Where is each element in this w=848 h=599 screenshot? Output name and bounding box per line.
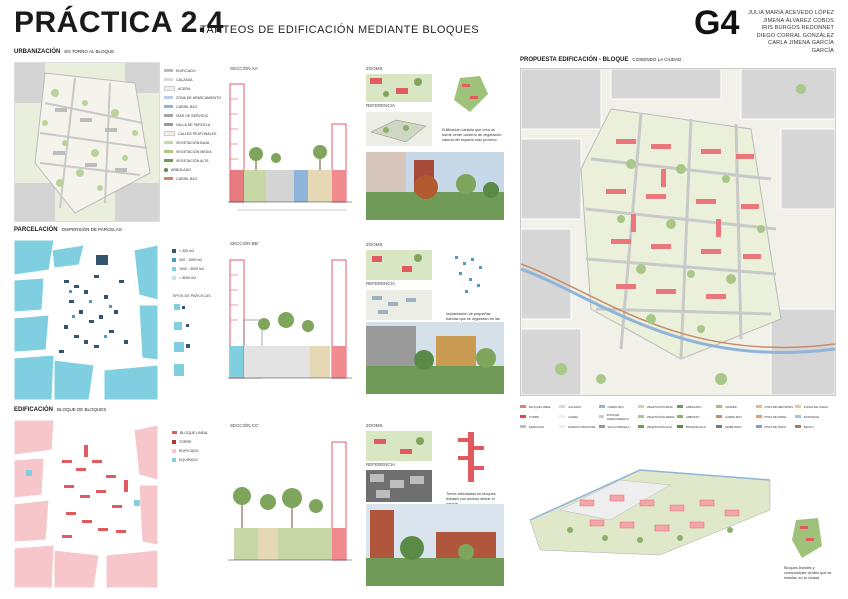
urbanizacion-map-svg <box>15 63 159 221</box>
photo-a <box>366 152 504 220</box>
parcelacion-map-svg <box>14 240 158 400</box>
legend-label: VEGETACIÓN BAJA <box>646 404 673 409</box>
note-c: Torres articuladas en bloques lineales con acceso desde el <box>446 492 496 501</box>
legend-swatch <box>795 405 801 408</box>
legend-item <box>520 412 559 421</box>
legend-item <box>716 412 755 421</box>
section-b-label: SECCIÓN BB' <box>230 241 259 246</box>
diagram-c <box>448 428 498 488</box>
legend-label: PISTA DE TENIS <box>764 424 786 429</box>
legend-item: < 300 m2 <box>172 246 222 255</box>
urbanizacion-heading: URBANIZACIÓN EN TORNO AL BLOQUE <box>14 49 115 55</box>
reference-c <box>366 470 432 502</box>
legend-swatch <box>520 405 526 408</box>
legend-swatch <box>677 425 683 428</box>
legend-item: 1000 - 3000 m2 <box>172 264 222 273</box>
zooms-label: ZOOMS <box>366 66 383 71</box>
legend-item <box>756 422 795 431</box>
legend-swatch <box>559 425 565 428</box>
author: JIMENA ÁLVAREZ COBOS <box>762 17 834 24</box>
legend-item: 300 - 1000 m2 <box>172 255 222 264</box>
section-c-drawing <box>228 432 354 572</box>
legend-label: VALLA PARCELA <box>607 424 630 429</box>
legend-label: BOSQUECILLO <box>686 424 707 429</box>
legend-item <box>638 402 677 411</box>
legend-swatch <box>520 415 526 418</box>
legend-item <box>795 402 834 411</box>
parcelacion-map <box>14 240 158 400</box>
urbanizacion-map <box>14 62 160 222</box>
diagram-b <box>445 250 500 306</box>
legend-item: > 3000 m2 <box>172 273 222 282</box>
legend-item: CALLES PEATONALES <box>164 129 224 138</box>
legend-item <box>677 412 716 421</box>
page-subtitle: TANTEOS DE EDIFICACIÓN MEDIANTE BLOQUES <box>200 24 480 36</box>
edificacion-map-svg <box>14 420 158 588</box>
propuesta-heading: PROPUESTA EDIFICACIÓN - BLOQUE COSIENDO LA CIUDAD <box>520 57 682 63</box>
section-a-drawing <box>228 74 354 214</box>
referencia-label: REFERENCIA <box>366 281 396 286</box>
legend-item <box>638 412 677 421</box>
legend-swatch <box>756 425 762 428</box>
legend-label: ACERA <box>568 414 578 419</box>
legend-swatch <box>599 415 604 418</box>
reference-a <box>366 112 432 146</box>
legend-label: VEGETACIÓN ALTA <box>646 424 673 429</box>
legend-swatch <box>599 425 605 428</box>
group-label: G4 <box>694 4 740 42</box>
photo-b <box>366 322 504 394</box>
legend-item: VALLA DE PARCELA <box>164 120 224 129</box>
legend-item <box>520 402 559 411</box>
legend-label: CARRIL BICI <box>607 404 624 409</box>
legend-item: VEGETACIÓN MEDIA <box>164 147 224 156</box>
authors-list <box>748 10 834 55</box>
propuesta-legend <box>520 402 834 431</box>
legend-item: CARRIL BICI <box>164 102 224 111</box>
key-plan <box>790 516 824 560</box>
legend-item: VEGETACIÓN ALTA <box>164 156 224 165</box>
propuesta-map-svg <box>521 69 835 395</box>
legend-label: EDIFICADO <box>529 424 545 429</box>
zoom-b <box>366 250 432 280</box>
legend-item <box>795 422 834 431</box>
legend-item <box>599 412 638 421</box>
legend-item: CARRIL BICI <box>164 174 224 183</box>
legend-item: TORRE <box>172 437 222 446</box>
legend-item: EQUIPADO <box>172 455 222 464</box>
parcel-types-svg <box>172 302 222 382</box>
legend-item: VÍAS DE SERVICIO <box>164 111 224 120</box>
legend-swatch <box>677 405 683 408</box>
zoom-c <box>366 431 432 461</box>
diagram-a <box>440 74 500 114</box>
legend-label: ZONAS DE JUEGO <box>803 404 829 409</box>
section-c-svg <box>228 432 354 572</box>
legend-swatch <box>520 425 526 428</box>
legend-item <box>520 422 559 431</box>
propuesta-map <box>520 68 836 396</box>
legend-item <box>638 422 677 431</box>
author: JULIA MARÍA ACEVEDO LÓPEZ <box>748 10 834 16</box>
legend-label: CESPED <box>725 404 737 409</box>
legend-label: ARBUSTO <box>686 414 700 419</box>
legend-item <box>795 412 834 421</box>
legend-swatch <box>559 405 565 408</box>
legend-label: BLOQUE LINEAL <box>529 404 552 409</box>
page-title: PRÁCTICA 2.4 <box>14 6 224 39</box>
legend-swatch <box>638 425 644 428</box>
legend-item <box>756 412 795 421</box>
photo-c <box>366 504 504 586</box>
legend-item <box>559 422 598 431</box>
legend-swatch <box>756 405 762 408</box>
section-b-drawing <box>228 250 354 390</box>
legend-item: BLOQUE LINEAL <box>172 428 222 437</box>
legend-label: ESPACIO PEATONAL <box>568 424 596 429</box>
legend-swatch <box>716 415 722 418</box>
legend-item: ARBOLADO <box>164 165 224 174</box>
author: CARLA JIMENA GARCÍA GARCÍA <box>768 40 834 54</box>
legend-item: ACERA <box>164 84 224 93</box>
legend-swatch <box>638 415 644 418</box>
section-c-label: SECCIÓN CC' <box>230 423 260 428</box>
referencia-label: REFERENCIA <box>366 462 396 467</box>
legend-label: ESTANQUE <box>803 414 819 419</box>
zooms-label: ZOOMS <box>366 242 383 247</box>
legend-label: TORRE <box>529 414 539 419</box>
legend-item: EDIFICADO <box>172 446 222 455</box>
legend-label: PISTA DE PADEL <box>764 414 787 419</box>
section-b-svg <box>228 250 354 390</box>
legend-swatch <box>795 425 801 428</box>
section-a-label: SECCIÓN AA' <box>230 66 259 71</box>
legend-swatch <box>795 415 801 418</box>
legend-item: EDIFICADO <box>164 66 224 75</box>
legend-item <box>599 422 638 431</box>
axonometric-svg <box>520 450 780 560</box>
legend-label: ARBOLADO <box>686 404 702 409</box>
legend-item <box>716 422 755 431</box>
legend-item <box>559 412 598 421</box>
legend-swatch <box>599 405 605 408</box>
legend-item: ZONA DE APARCAMIENTO <box>164 93 224 102</box>
zoom-a <box>366 74 432 102</box>
edificacion-legend <box>172 428 222 464</box>
parcel-types <box>172 302 222 382</box>
tipos-label: TIPOS DE PARCELAS <box>172 294 211 298</box>
legend-item <box>599 402 638 411</box>
author: IRIS BURGOS REDONNET <box>761 25 834 31</box>
legend-swatch <box>756 415 762 418</box>
legend-swatch <box>677 415 683 418</box>
legend-item: CALZADA <box>164 75 224 84</box>
legend-swatch <box>638 405 644 408</box>
axonometric-view <box>520 450 780 560</box>
author: DIEGO CORRAL GONZÁLEZ <box>756 32 834 39</box>
section-a-svg <box>228 74 354 214</box>
legend-label: BANCO <box>803 424 814 429</box>
legend-label: PISTA DE DEPORTES <box>764 404 793 409</box>
referencia-label: REFERENCIA <box>366 103 396 108</box>
legend-swatch <box>716 425 722 428</box>
legend-swatch <box>559 415 565 418</box>
legend-label: MOBILIARIO <box>725 424 742 429</box>
legend-item: VEGETACIÓN BAJA <box>164 138 224 147</box>
legend-item <box>559 402 598 411</box>
legend-label: CARRIL BICI <box>725 414 742 419</box>
legend-label: CALZADA <box>568 404 582 409</box>
legend-item <box>756 402 795 411</box>
note-a: Edificación variada que crea un borde verde cubierto de vegetación natural del espacio mas próximo. <box>442 128 502 142</box>
legend-item <box>716 402 755 411</box>
zooms-label: ZOOMS <box>366 423 383 428</box>
legend-label: VEGETACIÓN MEDIA <box>646 414 675 419</box>
urbanizacion-legend <box>164 66 224 183</box>
legend-item <box>677 402 716 411</box>
axon-note: Bloques lineales y comunidades verdes que se insertan en la ciudad. <box>784 566 832 580</box>
legend-swatch <box>716 405 722 408</box>
legend-item <box>677 422 716 431</box>
edificacion-heading: EDIFICACIÓN BLOQUE DE BLOQUES <box>14 407 107 413</box>
note-b: Implantación de pequeñas bandas que se organizan en las <box>446 312 500 321</box>
reference-b <box>366 290 432 320</box>
parcelacion-legend <box>172 246 222 282</box>
legend-label: ZONA DE APARCAMIENTO <box>606 412 629 421</box>
edificacion-map <box>14 420 158 588</box>
parcelacion-heading: PARCELACIÓN DISPERSIÓN DE PARCELAS <box>14 227 122 233</box>
